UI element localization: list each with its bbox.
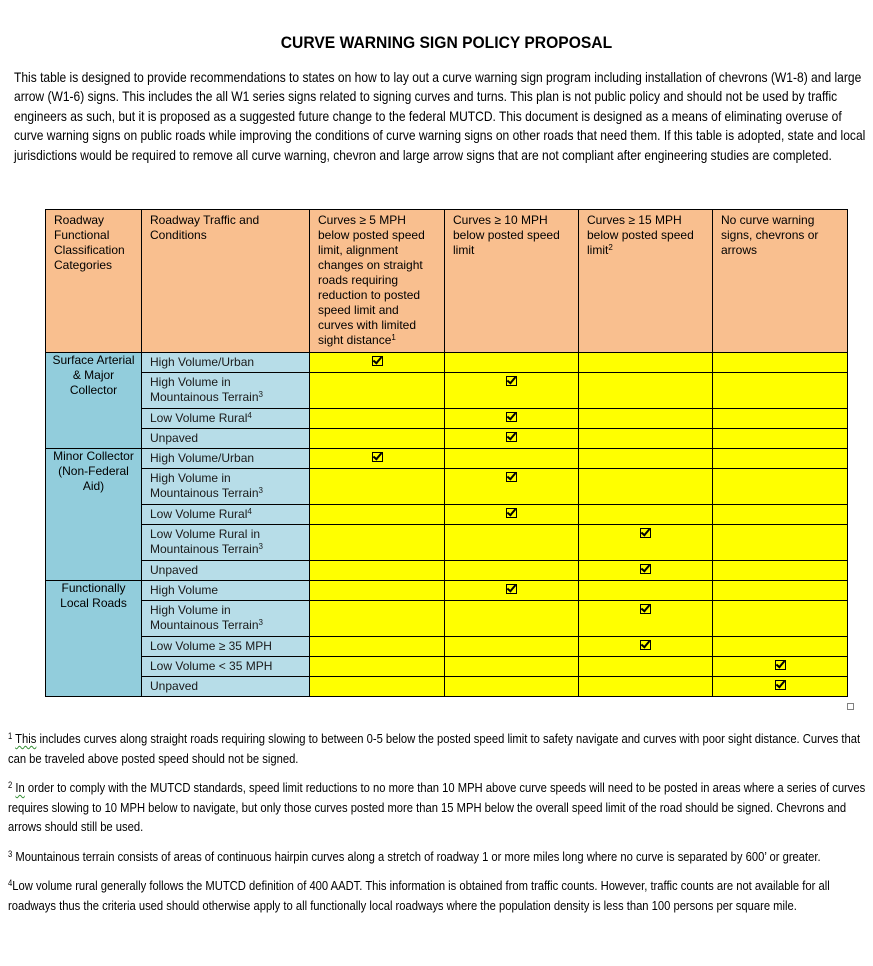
- checked-box-icon: [640, 604, 651, 614]
- mark-cell: [713, 469, 848, 505]
- checked-box-icon: [640, 564, 651, 574]
- mark-cell: [310, 657, 445, 677]
- footnote-1: $^1$ This includes curves along straight roads requiring slowing to between 0-5 below the posted speed limit to safety navigate and curves with poor sight distance. Curves that can be traveled above posted speed should not be signed.: [8, 731, 861, 766]
- condition-cell: High Volume in Mountainous Terrain$^3$: [142, 373, 310, 409]
- table-row: [46, 449, 848, 469]
- mark-cell: [445, 409, 579, 429]
- mark-cell: [445, 469, 579, 505]
- table-row: [46, 657, 848, 677]
- condition-cell: Low Volume Rural in Mountainous Terrain$^3$: [142, 525, 310, 561]
- mark-cell: [310, 373, 445, 409]
- checked-box-icon: [775, 680, 786, 690]
- mark-cell: [713, 525, 848, 561]
- mark-cell: [579, 353, 713, 373]
- condition-cell: Low Volume Rural$^4$: [142, 409, 310, 429]
- mark-cell: [445, 561, 579, 581]
- mark-cell: [445, 637, 579, 657]
- checked-box-icon: [506, 508, 517, 518]
- condition-cell: Low Volume < 35 MPH: [142, 657, 310, 677]
- mark-cell: [310, 637, 445, 657]
- condition-cell: High Volume/Urban: [142, 449, 310, 469]
- mark-cell: [579, 449, 713, 469]
- mark-cell: [713, 429, 848, 449]
- mark-cell: [579, 525, 713, 561]
- condition-cell: Unpaved: [142, 429, 310, 449]
- mark-cell: [579, 469, 713, 505]
- mark-cell: [310, 677, 445, 697]
- mark-cell: [579, 373, 713, 409]
- condition-cell: Low Volume ≥ 35 MPH: [142, 637, 310, 657]
- mark-cell: [579, 561, 713, 581]
- category-cell: Surface Arterial & Major Collector: [46, 353, 142, 449]
- mark-cell: [310, 525, 445, 561]
- mark-cell: [713, 581, 848, 601]
- mark-cell: [310, 469, 445, 505]
- mark-cell: [713, 657, 848, 677]
- mark-cell: [310, 601, 445, 637]
- category-cell: Minor Collector (Non-Federal Aid): [46, 449, 142, 581]
- mark-cell: [445, 581, 579, 601]
- header-conditions: Roadway Traffic and Conditions: [142, 210, 310, 353]
- footnotes: [8, 729, 867, 925]
- checked-box-icon: [506, 472, 517, 482]
- table-row: [46, 429, 848, 449]
- mark-cell: [445, 353, 579, 373]
- mark-cell: [579, 601, 713, 637]
- mark-cell: [445, 505, 579, 525]
- mark-cell: [579, 637, 713, 657]
- footnote-2: $^2$ In order to comply with the MUTCD standards, speed limit reductions to no more than 10 MPH above curve speeds will need to be posted in areas where a series of curves requires slowing to 10 MPH below to navigate, but only those curves posted more than 15 MPH below the overall speed limit of the road should be signed. Chevrons and arrows should still be used.: [8, 780, 866, 834]
- checked-box-icon: [372, 356, 383, 366]
- header-curves-5mph: Curves ≥ 5 MPH below posted speed limit, alignment changes on straight roads requiring reduction to posted speed limit and curves with limited sight distance$^1$: [310, 210, 445, 353]
- checked-box-icon: [775, 660, 786, 670]
- checked-box-icon: [372, 452, 383, 462]
- mark-cell: [310, 353, 445, 373]
- mark-cell: [713, 409, 848, 429]
- condition-cell: High Volume in Mountainous Terrain$^3$: [142, 469, 310, 505]
- mark-cell: [310, 561, 445, 581]
- table-row: [46, 409, 848, 429]
- table-row: [46, 637, 848, 657]
- checked-box-icon: [506, 376, 517, 386]
- mark-cell: [310, 581, 445, 601]
- checked-box-icon: [506, 412, 517, 422]
- checked-box-icon: [640, 528, 651, 538]
- checked-box-icon: [506, 584, 517, 594]
- table-row: [46, 353, 848, 373]
- page-title: CURVE WARNING SIGN POLICY PROPOSAL: [280, 33, 613, 52]
- mark-cell: [310, 429, 445, 449]
- mark-cell: [445, 449, 579, 469]
- category-cell: Functionally Local Roads: [46, 581, 142, 697]
- mark-cell: [310, 409, 445, 429]
- condition-cell: High Volume in Mountainous Terrain$^3$: [142, 601, 310, 637]
- table-row: [46, 581, 848, 601]
- header-curves-15mph: Curves ≥ 15 MPH below posted speed limit$^2$: [579, 210, 713, 353]
- mark-cell: [713, 601, 848, 637]
- mark-cell: [579, 505, 713, 525]
- mark-cell: [310, 449, 445, 469]
- mark-cell: [713, 637, 848, 657]
- table-row: [46, 373, 848, 409]
- mark-cell: [579, 429, 713, 449]
- footnote-4: $^4$Low volume rural generally follows the MUTCD definition of 400 AADT. This information is obtained from traffic counts. However, traffic counts are not available for all roadways thus the criteria used should otherwise apply to all functionally local roadways where the population density is less than 100 persons per square mile.: [8, 878, 830, 913]
- mark-cell: [310, 505, 445, 525]
- intro-paragraph: This table is designed to provide recommendations to states on how to lay out a curve warning sign program including installation of chevrons (W1-8) and large arrow (W1-6) signs. This includes the all W1 series signs related to signing curves and turns. This plan is not public policy and should not be used by traffic engineers as such, but it is proposed as a suggested future change to the federal MUTCD. This document is designed as a means of eliminating overuse of curve warning signs on public roads while improving the conditions of curve warning signs on other roads that need them. If this table is adopted, state and local jurisdictions would be required to remove all curve warning, chevron and large arrow signs that are not compliant after engineering studies are completed.: [14, 69, 866, 163]
- mark-cell: [445, 525, 579, 561]
- mark-cell: [713, 449, 848, 469]
- footnote-3: $^3$ Mountainous terrain consists of areas of continuous hairpin curves along a stretch of roadway 1 or more miles long where no curve is separated by 600’ or greater.: [8, 848, 821, 864]
- condition-cell: High Volume: [142, 581, 310, 601]
- mark-cell: [579, 409, 713, 429]
- condition-cell: Unpaved: [142, 561, 310, 581]
- condition-cell: Low Volume Rural$^4$: [142, 505, 310, 525]
- mark-cell: [713, 373, 848, 409]
- checked-box-icon: [640, 640, 651, 650]
- header-classification: Roadway Functional Classification Categories: [46, 210, 142, 353]
- mark-cell: [579, 657, 713, 677]
- mark-cell: [713, 561, 848, 581]
- table-row: [46, 561, 848, 581]
- table-row: [46, 469, 848, 505]
- table-resize-handle[interactable]: [847, 703, 854, 710]
- mark-cell: [445, 677, 579, 697]
- policy-table: [45, 209, 848, 697]
- mark-cell: [713, 505, 848, 525]
- mark-cell: [713, 353, 848, 373]
- mark-cell: [445, 601, 579, 637]
- mark-cell: [445, 657, 579, 677]
- mark-cell: [445, 429, 579, 449]
- header-curves-10mph: Curves ≥ 10 MPH below posted speed limit: [445, 210, 579, 353]
- table-row: [46, 505, 848, 525]
- condition-cell: Unpaved: [142, 677, 310, 697]
- condition-cell: High Volume/Urban: [142, 353, 310, 373]
- table-row: [46, 601, 848, 637]
- mark-cell: [713, 677, 848, 697]
- header-no-signs: No curve warning signs, chevrons or arrows: [713, 210, 848, 353]
- table-row: [46, 525, 848, 561]
- mark-cell: [579, 581, 713, 601]
- mark-cell: [445, 373, 579, 409]
- table-row: [46, 677, 848, 697]
- table-header-row: [46, 210, 848, 353]
- checked-box-icon: [506, 432, 517, 442]
- mark-cell: [579, 677, 713, 697]
